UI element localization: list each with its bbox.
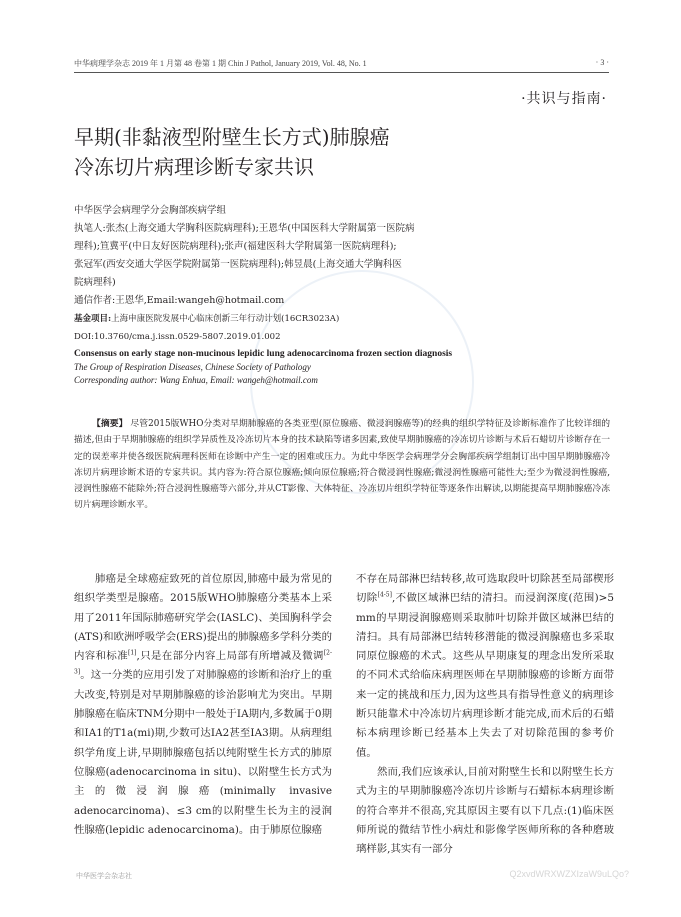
doi: DOI:10.3760/cma.j.issn.0529-5807.2019.01.002	[74, 332, 281, 342]
writers-line: 理科);笪冀平(中日友好医院病理科);张声(福建医科大学附属第一医院病理科);	[74, 241, 397, 252]
reference: [1]	[128, 649, 137, 657]
paragraph	[356, 570, 614, 763]
reference: [2-3]	[74, 649, 332, 677]
paragraph-text: ,只是在部分内容上局部有所增减及微调	[136, 650, 324, 663]
page-number: · 3 ·	[595, 58, 609, 67]
writers-line: 执笔人:张杰(上海交通大学胸科医院病理科);王恩华(中国医科大学附属第一医院病	[74, 223, 415, 234]
english-correspondence: Corresponding author: Wang Enhua, Email: wangeh@hotmail.com	[74, 375, 318, 385]
title-line-1: 早期(非黏液型附壁生长方式)肺腺癌	[74, 125, 390, 149]
paragraph: 然而,我们应该承认,目前对附壁生长和以附壁生长方式为主的早期肺腺癌冷冻切片诊断与石蜡标本病理诊断的符合率并不很高,究其原因主要有以下几点:(1)临床医师所说的微结节性小病灶和影像学医师所称的各种磨玻璃样影,其实有一部分	[356, 765, 614, 856]
fund-label: 基金项目:	[74, 314, 112, 324]
fund	[74, 310, 614, 328]
running-head	[74, 58, 609, 69]
english-title: Consensus on early stage non-mucinous lepidic lung adenocarcinoma frozen section diagnosis	[74, 349, 453, 359]
section-label: ·共识与指南·	[521, 91, 607, 107]
fund-text: 上海申康医院发展中心临床创新三年行动计划(16CR3023A)	[111, 314, 340, 324]
author-block	[74, 202, 614, 346]
english-group: The Group of Respiration Diseases, Chinese Society of Pathology	[74, 362, 311, 372]
abstract	[74, 416, 610, 514]
paragraph	[74, 570, 332, 840]
author-group: 中华医学会病理学分会胸部疾病学组	[74, 205, 227, 216]
paragraph-text: ,不做区域淋巴结的清扫。而浸润深度(范围)>5 mm的早期浸润腺癌则采取肺叶切除并做区域淋巴结的清扫。具有局部淋巴结转移潜能的微浸润腺癌也多采取同原位腺癌的术式。这些从早期康复的理念出发所采取的不同术式给临床病理医师在早期肺腺癌的诊断方面带来一定的挑战和压力,因为这些具有指导性意义的病理诊断只能靠术中冷冻切片病理诊断才能完成,而术后的石蜡标本病理诊断已经基本上失去了对切除范围的参考价值。	[356, 592, 614, 759]
header-rule	[74, 72, 609, 73]
correspondence: 通信作者:王恩华,Email:wangeh@hotmail.com	[74, 295, 285, 306]
publisher-logo: 中华医学会杂志社	[76, 872, 132, 880]
paragraph-text: 肺癌是全球癌症致死的首位原因,肺癌中最为常见的组织学类型是腺癌。2015版WHO肺腺癌分类基本上采用了2011年国际肺癌研究学会(IASLC)、美国胸科学会(ATS)和欧洲呼吸学会(ERS)提出的肺腺癌多学科分类的内容和标准	[74, 573, 332, 663]
writers-line: 院病理科)	[74, 277, 116, 288]
paragraph-text: 不存在局部淋巴结转移,故可选取段叶切除甚至局部楔形切除	[356, 573, 614, 605]
body-column-left	[74, 570, 332, 840]
paragraph-text: 。这一分类的应用引发了对肺腺癌的诊断和治疗上的重大改变,特别是对早期肺腺癌的诊治影响尤为突出。早期肺腺癌在临床TNM分期中一般处于ⅠA期内,多数属于0期和ⅠA1的T1a(mi)期,少数可达ⅠA2甚至ⅠA3期。从病理组织学角度上讲,早期肺腺癌包括以纯附壁生长方式的肺原位腺癌(adenocarcinoma in situ)、以附壁生长方式为主的微浸润腺癌(minimally invasive adenocarcinoma)、≤3 cm的以附壁生长为主的浸润性腺癌(lepidic adenocarcinoma)。由于肺原位腺癌	[74, 669, 332, 836]
footer-watermark: Q2xvdWRXWZXIzaW9uLQo?	[509, 869, 629, 879]
journal-citation: 中华病理学杂志 2019 年 1 月第 48 卷第 1 期 Chin J Pathol, January 2019, Vol. 48, No. 1	[74, 59, 367, 68]
abstract-text: 尽管2015版WHO分类对早期肺腺癌的各类亚型(原位腺癌、微浸润腺癌等)的经典的组织学特征及诊断标准作了比较详细的描述,但由于早期肺腺癌的组织学异质性及冷冻切片本身的技术缺陷等诸多因素,致使早期肺腺癌的冷冻切片诊断与术后石蜡切片诊断存在一定的误差率并使各级医院病理科医师在诊断中产生一定的困难或压力。为此中华医学会病理学分会胸部疾病学组制订出中国早期肺腺癌冷冻切片病理诊断术语的专家共识。其内容为:符合原位腺癌;倾向原位腺癌;符合微浸润性腺癌;微浸润性腺癌可能性大;至少为微浸润性腺癌,浸润性腺癌不能除外;符合浸润性腺癌等六部分,并从CT影像、大体特征、冷冻切片组织学特征等逐条作出解读,以期能提高早期肺腺癌冷冻切片病理诊断水平。	[74, 419, 610, 511]
abstract-label: 【摘要】	[92, 419, 128, 429]
article-title	[74, 122, 390, 182]
english-header	[74, 348, 614, 387]
reference: [4-5]	[377, 591, 392, 599]
title-line-2: 冷冻切片病理诊断专家共识	[74, 155, 314, 179]
body-column-right	[356, 570, 614, 859]
writers-line: 张冠军(西安交通大学医学院附属第一医院病理科);韩昱晨(上海交通大学胸科医	[74, 259, 402, 270]
